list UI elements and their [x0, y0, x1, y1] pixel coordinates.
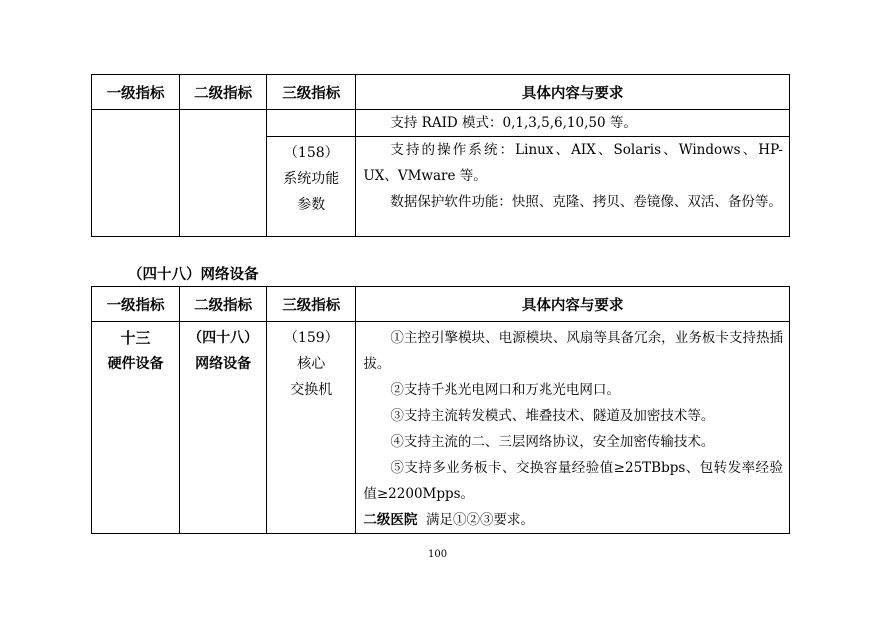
- header-level2: 二级指标: [180, 75, 267, 110]
- table-row: [92, 322, 790, 534]
- table-row: [92, 110, 790, 137]
- header-level3: 三级指标: [267, 287, 356, 322]
- level2-cell: [180, 110, 267, 237]
- level1-cell: [92, 110, 180, 237]
- table-header-row: [92, 287, 790, 322]
- level3-name-line2: 交换机: [290, 382, 333, 398]
- level1-name: 硬件设备: [107, 356, 164, 372]
- level3-name-line1: 核心: [297, 356, 326, 372]
- level3-name-line1: 系统功能: [283, 171, 340, 187]
- section-heading: （四十八）网络设备: [128, 267, 259, 283]
- requirement-2: ②支持千兆光电网口和万兆光电网口。: [390, 382, 620, 398]
- requirement-1: ①主控引擎模块、电源模块、风扇等具备冗余，业务板卡支持热插拔。: [363, 330, 783, 372]
- level3-cell: [267, 137, 356, 237]
- hospital-label: 二级医院: [363, 512, 418, 528]
- requirement-5: ⑤支持多业务板卡、交换容量经验值≥25TBbps、包转发率经验值≥2200Mpps。: [363, 460, 783, 502]
- level2-cell: [180, 322, 267, 534]
- content-cell: [356, 110, 790, 137]
- requirement-3: ③支持主流转发模式、堆叠技术、隧道及加密技术等。: [390, 408, 715, 424]
- level3-cell-empty: [267, 110, 356, 137]
- header-level2: 二级指标: [180, 287, 267, 322]
- table-header-row: [92, 75, 790, 110]
- level3-cell: [267, 322, 356, 534]
- data-protection-text: 数据保护软件功能：快照、克隆、拷贝、卷镜像、双活、备份等。: [390, 194, 782, 210]
- spec-table-network: [91, 286, 790, 534]
- requirement-4: ④支持主流的二、三层网络协议，安全加密传输技术。: [390, 434, 715, 450]
- hospital-requirement: [363, 507, 783, 533]
- page-number: 100: [428, 549, 448, 560]
- header-level3: 三级指标: [267, 75, 356, 110]
- level3-number: （158）: [283, 145, 339, 161]
- level2-number: （四十八）: [188, 330, 259, 346]
- level3-name-line2: 参数: [297, 197, 326, 213]
- header-level1: 一级指标: [92, 75, 180, 110]
- level2-name: 网络设备: [195, 356, 252, 372]
- level1-number: 十三: [120, 329, 151, 347]
- hospital-req-text: 满足①②③要求。: [425, 512, 534, 528]
- level1-cell: [92, 322, 180, 534]
- content-cell: [356, 137, 790, 237]
- header-level1: 一级指标: [92, 287, 180, 322]
- raid-line: 支持 RAID 模式：0,1,3,5,6,10,50 等。: [390, 115, 637, 131]
- level3-number: （159）: [283, 330, 339, 346]
- content-cell: [356, 322, 790, 534]
- header-content: 具体内容与要求: [356, 75, 790, 110]
- header-content: 具体内容与要求: [356, 287, 790, 322]
- spec-table-storage: [91, 74, 790, 237]
- os-support-text: 支持的操作系统：Linux、AIX、Solaris、Windows、HP-UX、VMware 等。: [363, 142, 783, 184]
